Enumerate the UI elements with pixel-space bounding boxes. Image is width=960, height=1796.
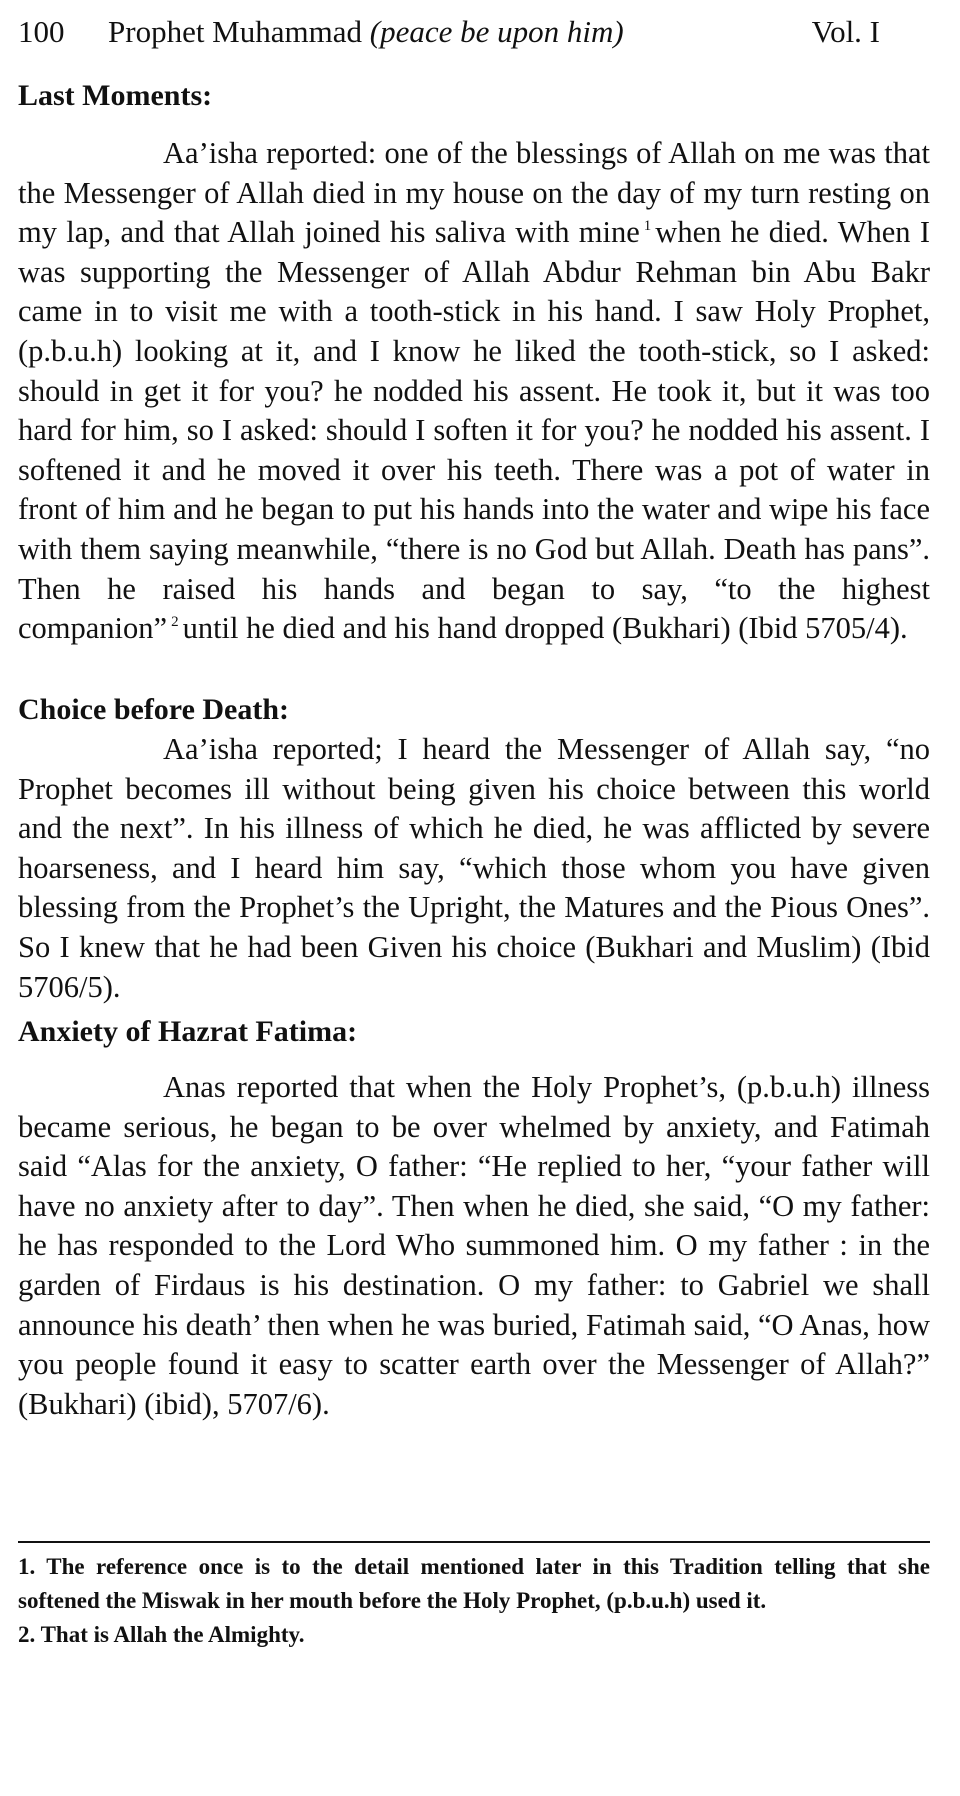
section-body-choice-before-death: Aa’isha reported; I heard the Messenger of Allah say, “no Prophet becomes ill without being given his choice between this world and the next”. In his illness of which he died, he was afflicted by severe hoarseness, and I heard him say, “which those whom you have given blessing from the Prophet’s the Upright, the Matures and the Pious Ones”. So I knew that he had been Given his choice (Bukhari and Muslim) (Ibid 5706/5). [18,732,930,1004]
section-body-anxiety-of-hazrat-fatima: Anas reported that when the Holy Prophet’s, (p.b.u.h) illness became serious, he began to be over whelmed by anxiety, and Fatimah said “Alas for the anxiety, O father: “He replied to her, “your father will have no anxiety after to day”. Then when he died, she said, “O my father: he has responded to the Lord Who summoned him. O my father : in the garden of Firdaus is his destination. O my father: to Gabriel we shall announce his death’ then when he was buried, Fatimah said, “O Anas, how you people found it easy to scatter earth over the Messenger of Allah?” (Bukhari) (ibid), 5707/6). [18,1070,930,1421]
volume-label: Vol. I [811,14,880,49]
body-text: when he died. When I was supporting the Messenger of Allah Abdur Rehman bin Abu Bakr came in to visit me with a tooth-stick in his hand. I saw Holy Prophet, (p.b.u.h) looking at it, and I know he liked the tooth-stick, so I asked: should in get it for you? he nodded his assent. He took it, but it was too hard for him, so I asked: should I soften it for you? he nodded his assent. I softened it and he moved it over his teeth. There was a pot of water in front of him and he began to put his hands into the water and wipe his face with them saying meanwhile, “there is no God but Allah. Death has pans”. Then he raised his hands and began to say, “to the highest companion” [18,215,931,646]
section-body-last-moments [18,134,930,649]
footnote-ref-2: 2 [171,614,179,631]
footnote-ref-1: 1 [643,218,652,235]
book-title [108,10,624,54]
section-heading-choice-before-death: Choice before Death: [18,693,290,726]
page-number: 100 [18,14,65,49]
footnote-divider [18,1541,930,1543]
book-title-main: Prophet Muhammad [108,14,362,49]
body-text: until he died and his hand dropped (Bukhari) (Ibid 5705/4). [182,611,908,646]
footnote-1: 1. The reference once is to the detail mentioned later in this Tradition telling that she softened the Miswak in her mouth before the Holy Prophet, (p.b.u.h) used it. [18,1554,930,1613]
body-text: Aa’isha reported: one of the blessings of Allah on me was that the Messenger of Allah died in my house on the day of my turn resting on my lap, and that Allah joined his saliva with mine [18,136,930,250]
book-title-honorific: (peace be upon him) [369,14,624,49]
section-heading-anxiety-of-hazrat-fatima: Anxiety of Hazrat Fatima: [18,1015,358,1048]
footnotes [18,1550,930,1652]
footnote-2: 2. That is Allah the Almighty. [18,1622,305,1647]
running-header [18,10,930,54]
section-heading-last-moments: Last Moments: [18,79,213,112]
